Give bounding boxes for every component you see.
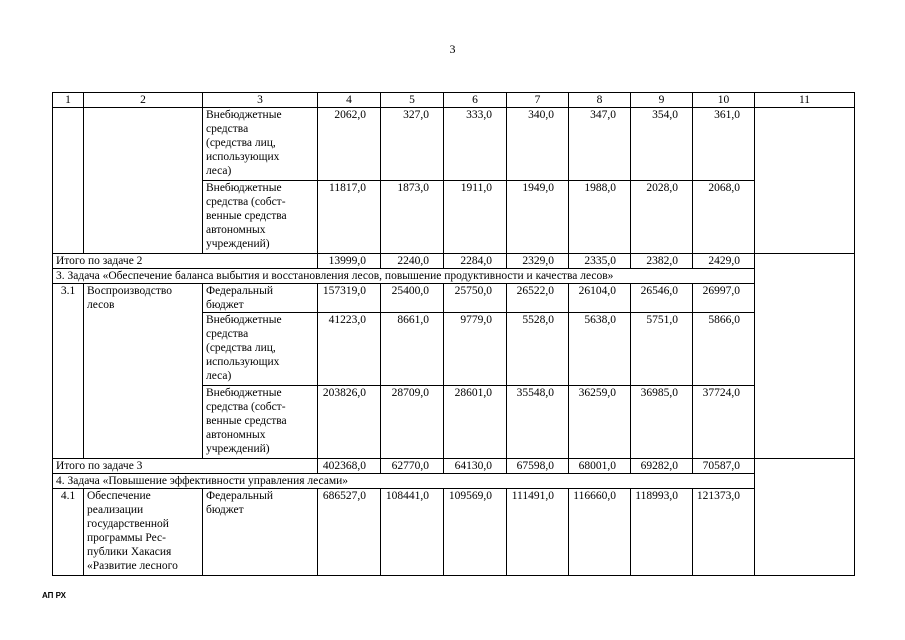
value-cell: 37724,0 bbox=[693, 386, 755, 459]
empty-cell bbox=[755, 254, 855, 459]
value-cell: 203826,0 bbox=[318, 386, 381, 459]
value-cell: 5866,0 bbox=[693, 313, 755, 386]
value-cell: 5751,0 bbox=[631, 313, 693, 386]
value-cell: 111491,0 bbox=[507, 489, 569, 576]
value-cell: 109569,0 bbox=[444, 489, 507, 576]
value-cell: 157319,0 bbox=[318, 284, 381, 313]
column-header: 1 bbox=[53, 93, 84, 108]
value-cell: 1988,0 bbox=[569, 181, 631, 254]
value-cell: 121373,0 bbox=[693, 489, 755, 576]
value-cell: 36985,0 bbox=[631, 386, 693, 459]
value-cell: 118993,0 bbox=[631, 489, 693, 576]
value-cell: 25750,0 bbox=[444, 284, 507, 313]
task-heading: 3. Задача «Обеспечение баланса выбытия и восстановления лесов, повышение продуктивности и качества лесов» bbox=[53, 269, 755, 284]
value-cell: 35548,0 bbox=[507, 386, 569, 459]
task-heading: 4. Задача «Повышение эффективности управления лесами» bbox=[53, 474, 755, 489]
funding-source-cell: Федеральный бюджет bbox=[203, 489, 318, 576]
value-cell: 347,0 bbox=[569, 108, 631, 181]
column-header-row bbox=[53, 93, 855, 108]
value-cell: 2429,0 bbox=[693, 254, 755, 269]
budget-table bbox=[52, 92, 855, 576]
stamp-label: АП РХ bbox=[42, 591, 67, 600]
name-cell: Обеспечение реализации государственной программы Рес- публики Хакасия «Развитие лесного bbox=[84, 489, 203, 576]
value-cell: 8661,0 bbox=[381, 313, 444, 386]
funding-source-cell: Внебюджетные средства (собст- венные средства автономных учреждений) bbox=[203, 386, 318, 459]
value-cell: 1911,0 bbox=[444, 181, 507, 254]
column-header: 6 bbox=[444, 93, 507, 108]
value-cell: 28709,0 bbox=[381, 386, 444, 459]
task-heading-row bbox=[53, 474, 855, 489]
value-cell: 2240,0 bbox=[381, 254, 444, 269]
empty-cell bbox=[755, 108, 855, 254]
value-cell: 333,0 bbox=[444, 108, 507, 181]
value-cell: 2068,0 bbox=[693, 181, 755, 254]
value-cell: 2335,0 bbox=[569, 254, 631, 269]
value-cell: 2062,0 bbox=[318, 108, 381, 181]
value-cell: 1949,0 bbox=[507, 181, 569, 254]
table-row bbox=[53, 284, 855, 313]
column-header: 4 bbox=[318, 93, 381, 108]
value-cell: 26522,0 bbox=[507, 284, 569, 313]
value-cell: 327,0 bbox=[381, 108, 444, 181]
value-cell: 67598,0 bbox=[507, 459, 569, 474]
task-heading-row bbox=[53, 269, 855, 284]
value-cell: 116660,0 bbox=[569, 489, 631, 576]
value-cell: 11817,0 bbox=[318, 181, 381, 254]
value-cell: 108441,0 bbox=[381, 489, 444, 576]
value-cell: 36259,0 bbox=[569, 386, 631, 459]
column-header: 2 bbox=[84, 93, 203, 108]
funding-source-cell: Внебюджетные средства (средства лиц, использующих леса) bbox=[203, 108, 318, 181]
value-cell: 62770,0 bbox=[381, 459, 444, 474]
value-cell: 41223,0 bbox=[318, 313, 381, 386]
value-cell: 5638,0 bbox=[569, 313, 631, 386]
table-row bbox=[53, 108, 855, 181]
total-label: Итого по задаче 2 bbox=[53, 254, 318, 269]
value-cell: 686527,0 bbox=[318, 489, 381, 576]
value-cell: 2284,0 bbox=[444, 254, 507, 269]
total-row bbox=[53, 254, 855, 269]
name-cell bbox=[84, 108, 203, 254]
value-cell: 402368,0 bbox=[318, 459, 381, 474]
funding-source-cell: Внебюджетные средства (средства лиц, использующих леса) bbox=[203, 313, 318, 386]
value-cell: 69282,0 bbox=[631, 459, 693, 474]
value-cell: 28601,0 bbox=[444, 386, 507, 459]
value-cell: 9779,0 bbox=[444, 313, 507, 386]
value-cell: 13999,0 bbox=[318, 254, 381, 269]
value-cell: 26546,0 bbox=[631, 284, 693, 313]
total-label: Итого по задаче 3 bbox=[53, 459, 318, 474]
total-row bbox=[53, 459, 855, 474]
column-header: 5 bbox=[381, 93, 444, 108]
column-header: 10 bbox=[693, 93, 755, 108]
value-cell: 1873,0 bbox=[381, 181, 444, 254]
value-cell: 354,0 bbox=[631, 108, 693, 181]
column-header: 11 bbox=[755, 93, 855, 108]
code-cell: 3.1 bbox=[53, 284, 84, 459]
value-cell: 26997,0 bbox=[693, 284, 755, 313]
code-cell: 4.1 bbox=[53, 489, 84, 576]
value-cell: 340,0 bbox=[507, 108, 569, 181]
value-cell: 70587,0 bbox=[693, 459, 755, 474]
funding-source-cell: Федеральный бюджет bbox=[203, 284, 318, 313]
page-number: 3 bbox=[449, 42, 456, 56]
name-cell: Воспроизводство лесов bbox=[84, 284, 203, 459]
column-header: 7 bbox=[507, 93, 569, 108]
funding-source-cell: Внебюджетные средства (собст- венные средства автономных учреждений) bbox=[203, 181, 318, 254]
value-cell: 5528,0 bbox=[507, 313, 569, 386]
value-cell: 68001,0 bbox=[569, 459, 631, 474]
value-cell: 26104,0 bbox=[569, 284, 631, 313]
value-cell: 64130,0 bbox=[444, 459, 507, 474]
value-cell: 2028,0 bbox=[631, 181, 693, 254]
code-cell bbox=[53, 108, 84, 254]
table-row bbox=[53, 489, 855, 576]
column-header: 8 bbox=[569, 93, 631, 108]
column-header: 9 bbox=[631, 93, 693, 108]
column-header: 3 bbox=[203, 93, 318, 108]
value-cell: 2382,0 bbox=[631, 254, 693, 269]
value-cell: 2329,0 bbox=[507, 254, 569, 269]
empty-cell bbox=[755, 459, 855, 576]
value-cell: 25400,0 bbox=[381, 284, 444, 313]
value-cell: 361,0 bbox=[693, 108, 755, 181]
